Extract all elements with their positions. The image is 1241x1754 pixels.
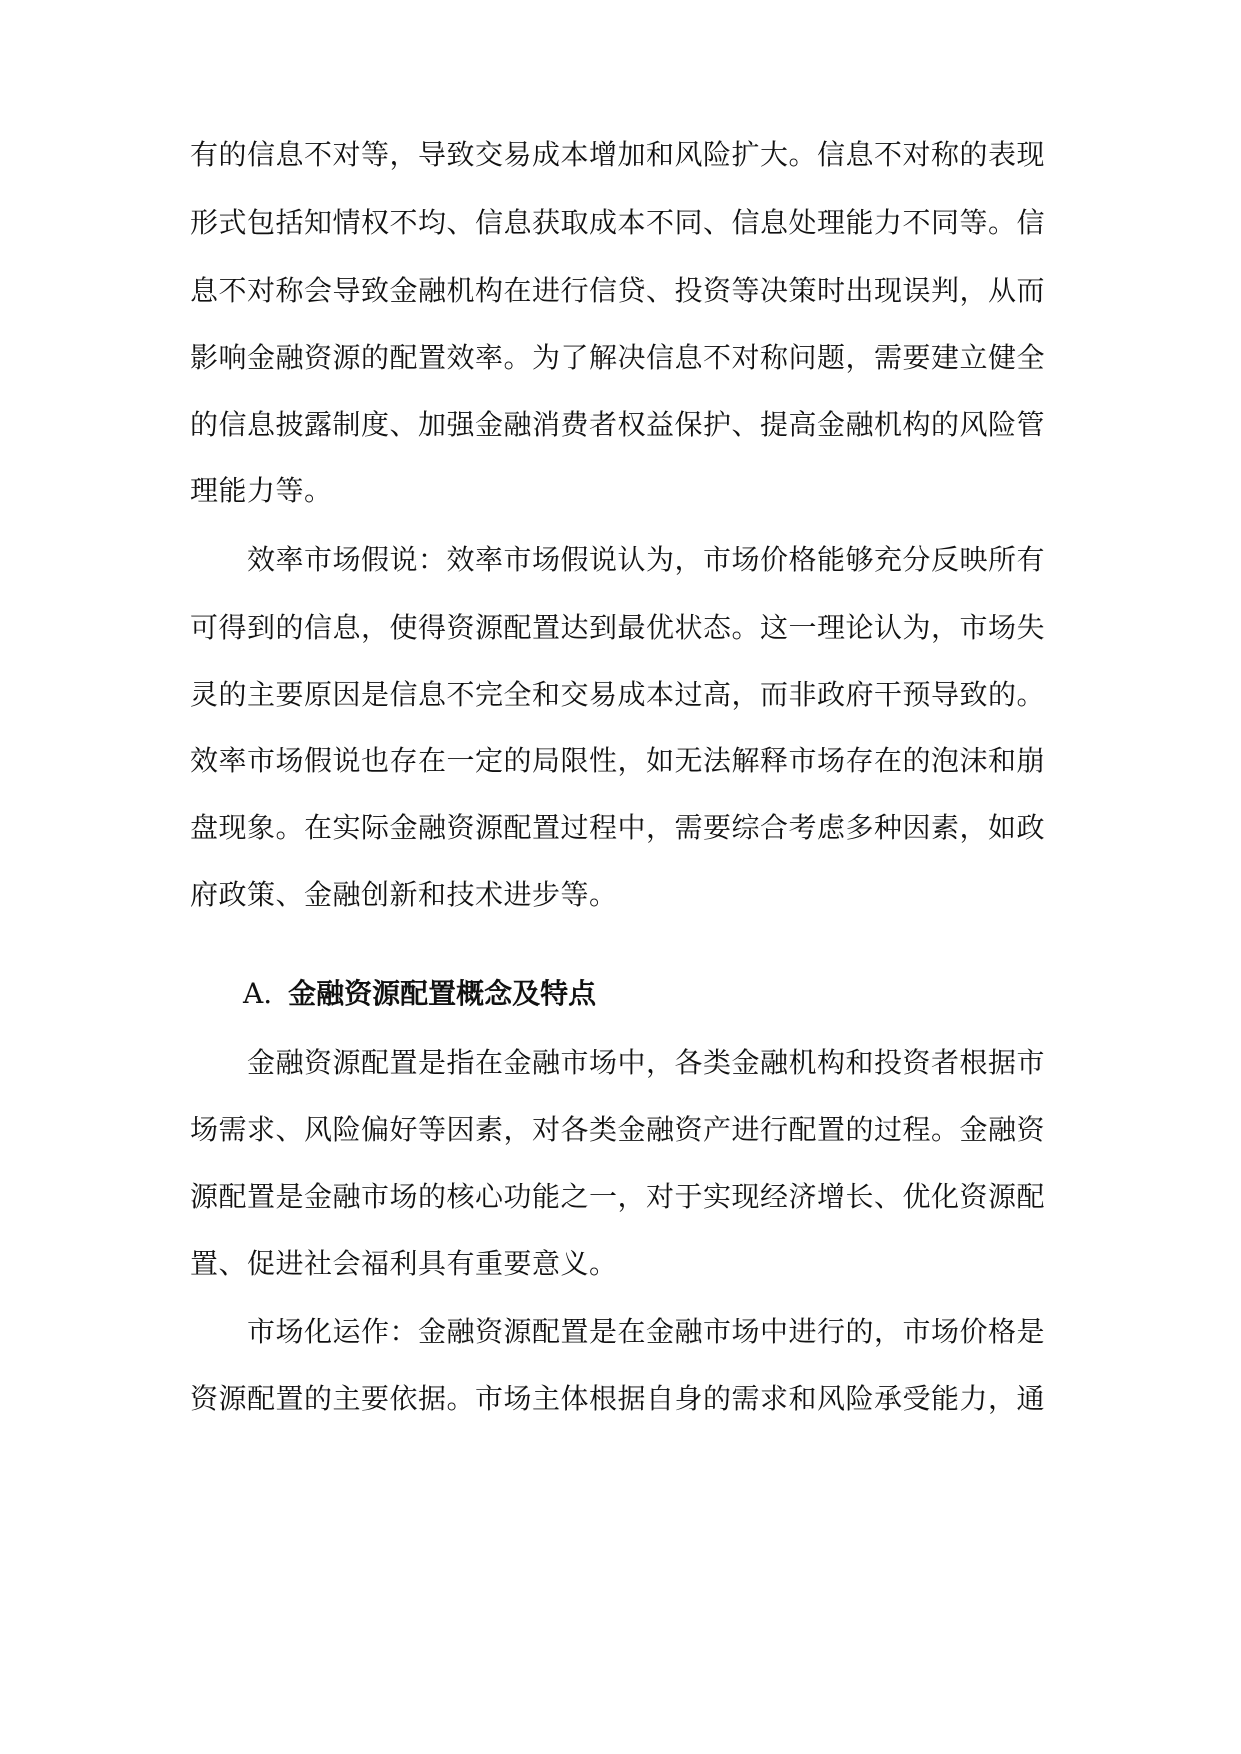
text-line: 效率市场假说：效率市场假说认为，市场价格能够充分反映所有 <box>247 543 1046 576</box>
text-line: 可得到的信息，使得资源配置达到最优状态。这一理论认为，市场失 <box>190 611 1046 644</box>
text-line: 资源配置的主要依据。市场主体根据自身的需求和风险承受能力，通 <box>190 1382 1046 1415</box>
text-line: 府政策、金融创新和技术进步等。 <box>190 878 618 911</box>
text-line: 置、促进社会福利具有重要意义。 <box>190 1247 618 1280</box>
text-line: 盘现象。在实际金融资源配置过程中，需要综合考虑多种因素，如政 <box>190 811 1046 844</box>
text-line: 效率市场假说也存在一定的局限性，如无法解释市场存在的泡沫和崩 <box>190 744 1046 777</box>
text-line: 市场化运作：金融资源配置是在金融市场中进行的，市场价格是 <box>247 1315 1046 1348</box>
section-marker: A. <box>243 977 273 1010</box>
text-line: 的信息披露制度、加强金融消费者权益保护、提高金融机构的风险管 <box>190 408 1046 441</box>
text-line: 形式包括知情权不均、信息获取成本不同、信息处理能力不同等。信 <box>190 206 1046 239</box>
text-line: 影响金融资源的配置效率。为了解决信息不对称问题，需要建立健全 <box>190 341 1046 374</box>
section-title: 金融资源配置概念及特点 <box>288 977 597 1010</box>
text-line: 有的信息不对等，导致交易成本增加和风险扩大。信息不对称的表现 <box>190 138 1046 171</box>
text-line: 理能力等。 <box>190 474 333 507</box>
text-line: 息不对称会导致金融机构在进行信贷、投资等决策时出现误判，从而 <box>190 274 1046 307</box>
text-line: 源配置是金融市场的核心功能之一，对于实现经济增长、优化资源配 <box>190 1180 1046 1213</box>
text-line: 金融资源配置是指在金融市场中，各类金融机构和投资者根据市 <box>247 1046 1046 1079</box>
text-line: 灵的主要原因是信息不完全和交易成本过高，而非政府干预导致的。 <box>190 678 1046 711</box>
text-line: 场需求、风险偏好等因素，对各类金融资产进行配置的过程。金融资 <box>190 1113 1046 1146</box>
section-heading <box>243 974 596 1014</box>
